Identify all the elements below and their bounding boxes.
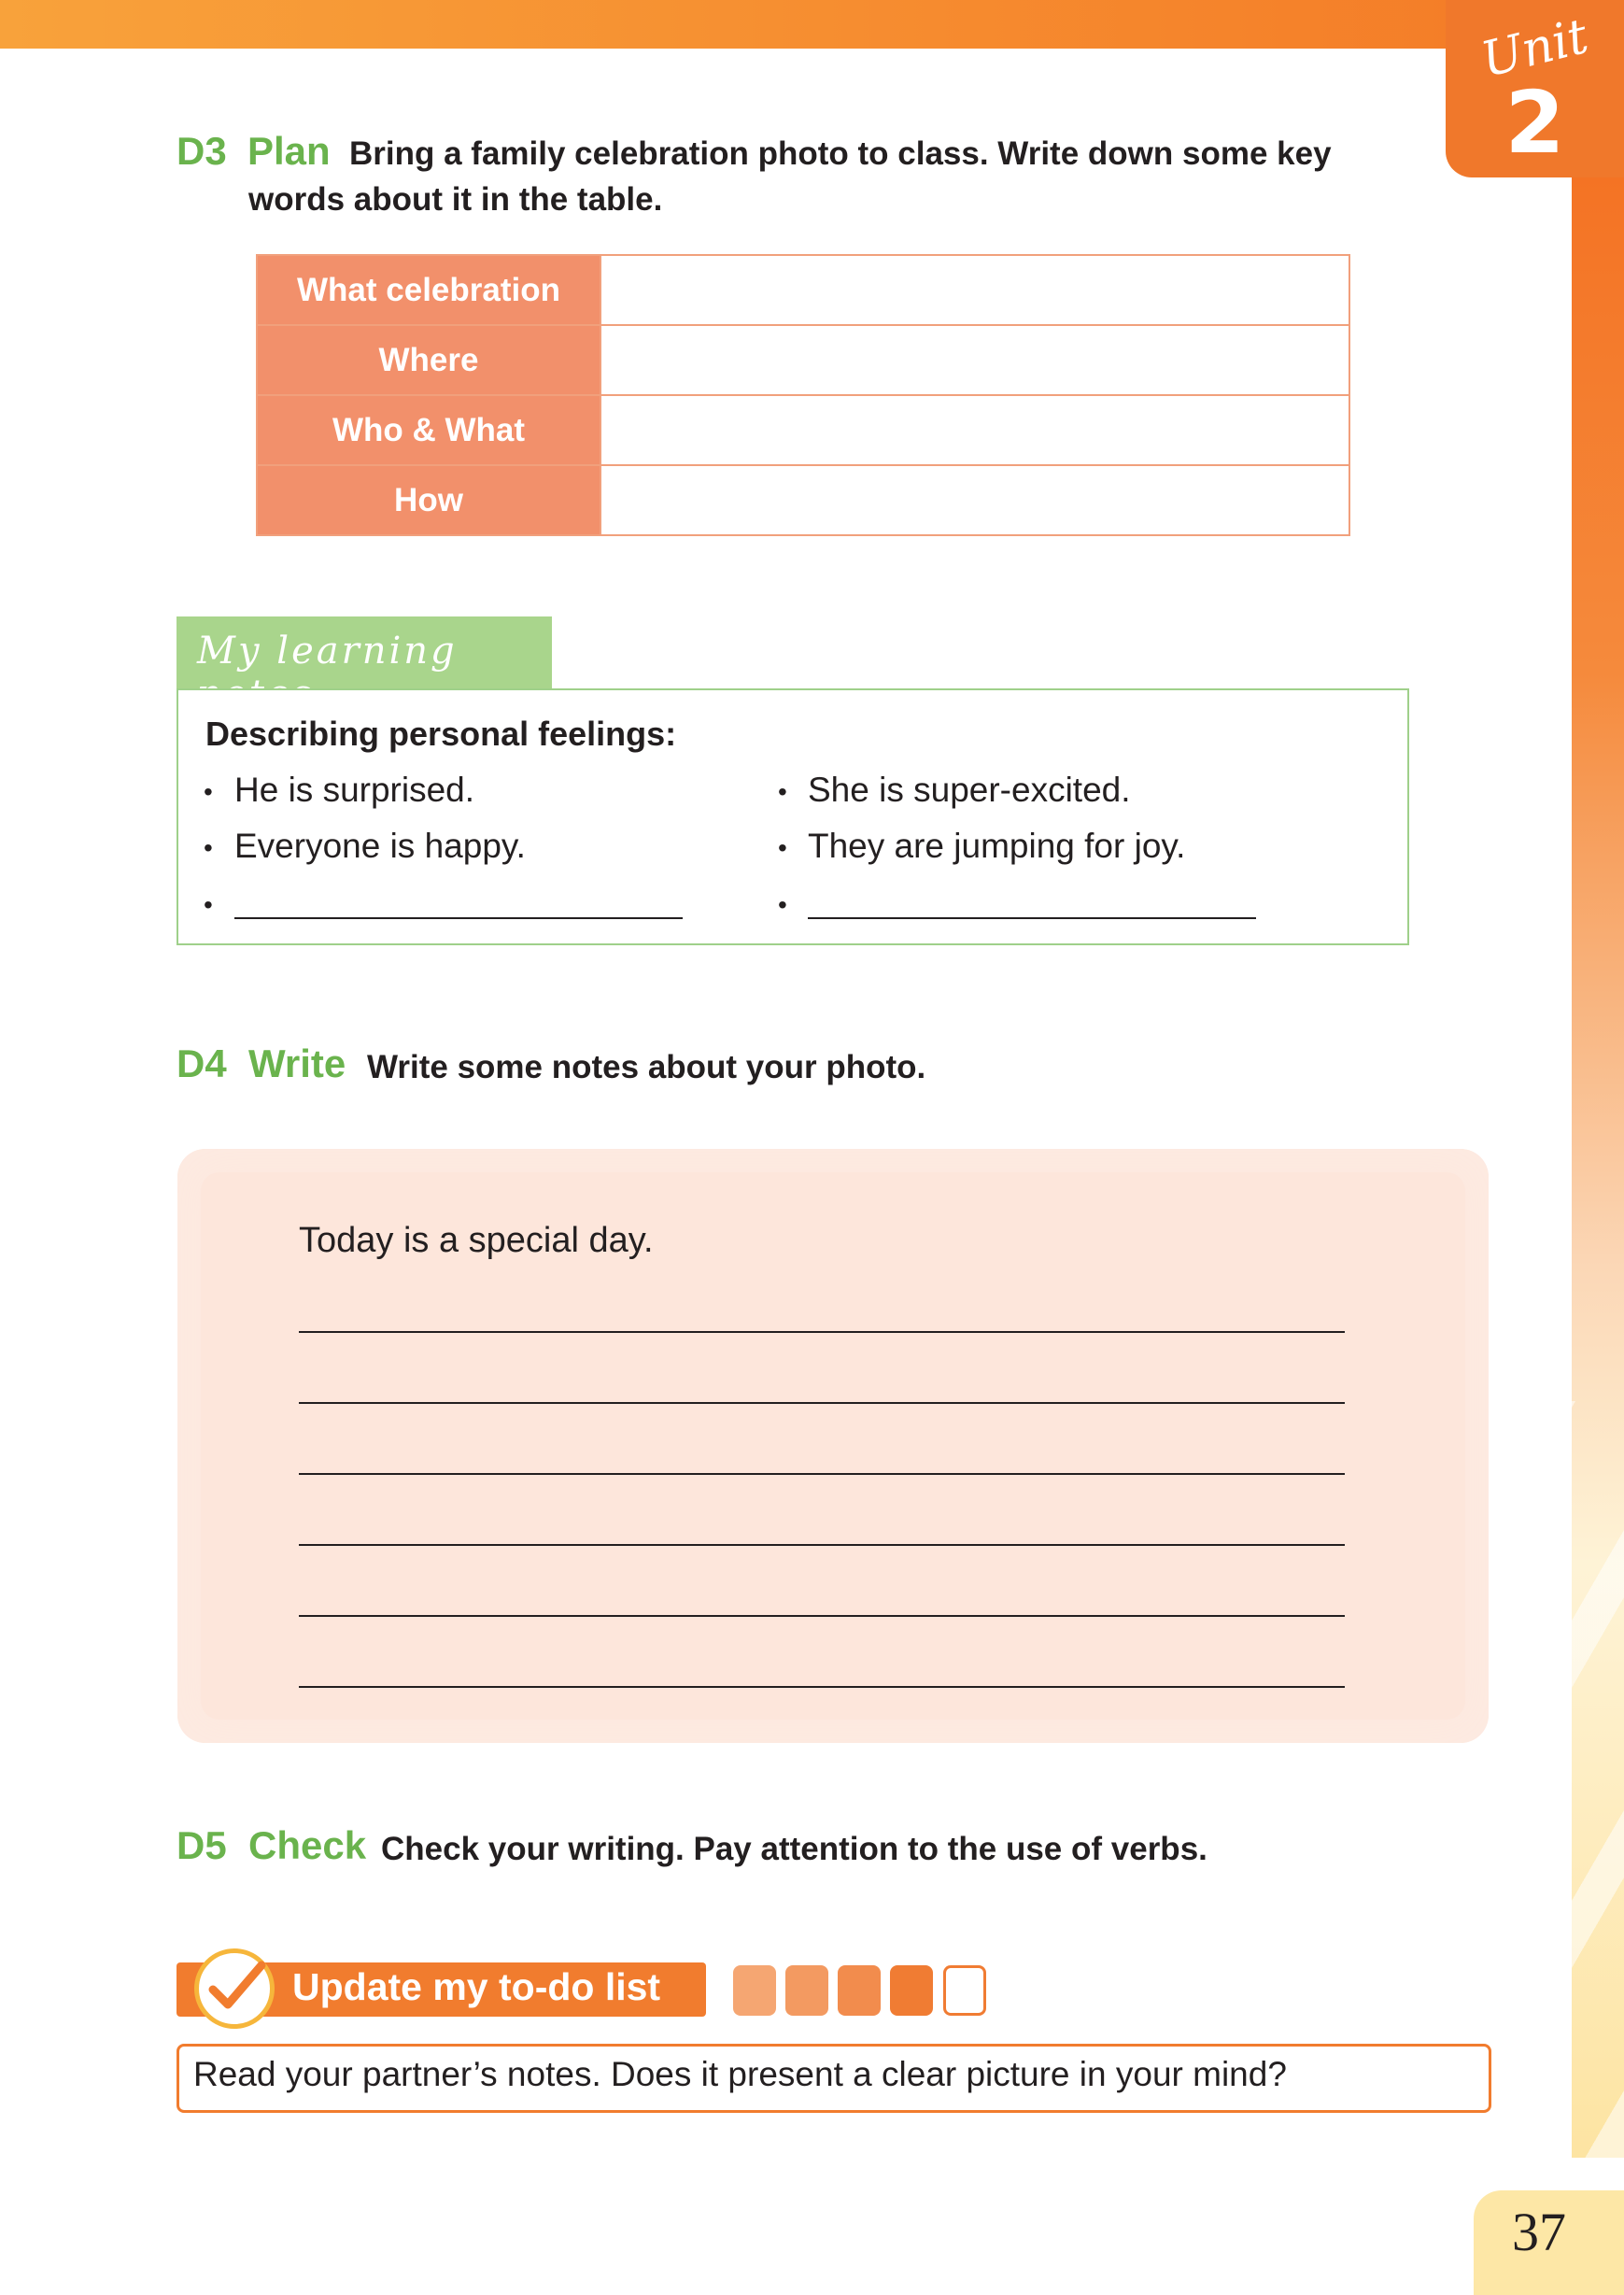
writing-line[interactable] bbox=[299, 1615, 1345, 1617]
progress-square-3 bbox=[838, 1965, 881, 2016]
d3-code: D3 bbox=[177, 129, 227, 173]
bullet-icon: • bbox=[778, 890, 787, 919]
notes-title: Describing personal feelings: bbox=[205, 715, 677, 753]
d5-code: D5 bbox=[177, 1823, 227, 1867]
bullet-icon: • bbox=[778, 833, 787, 862]
d4-code: D4 bbox=[177, 1041, 227, 1085]
todo-prompt: Read your partner’s notes. Does it present a clear picture in your mind? bbox=[193, 2055, 1287, 2093]
row-label: How bbox=[257, 465, 600, 535]
table-row bbox=[257, 325, 1349, 395]
list-item: He is surprised. bbox=[234, 771, 475, 809]
row-input-how[interactable] bbox=[600, 465, 1349, 535]
progress-square-4 bbox=[890, 1965, 933, 2016]
writing-line[interactable] bbox=[299, 1331, 1345, 1333]
side-stripes bbox=[1572, 1401, 1624, 2158]
checkmark-icon bbox=[194, 1948, 275, 2029]
writing-line[interactable] bbox=[299, 1473, 1345, 1475]
d3-heading bbox=[177, 129, 227, 174]
d3-instruction-line2: words about it in the table. bbox=[248, 181, 663, 218]
row-input-where[interactable] bbox=[600, 325, 1349, 395]
d4-title: Write bbox=[248, 1041, 346, 1085]
top-banner bbox=[0, 0, 1624, 49]
d5-title: Check bbox=[248, 1823, 367, 1867]
progress-square-2 bbox=[785, 1965, 828, 2016]
writing-line[interactable] bbox=[299, 1686, 1345, 1688]
d3-title: Plan bbox=[247, 129, 331, 173]
table-row bbox=[257, 465, 1349, 535]
list-item: They are jumping for joy. bbox=[808, 827, 1186, 865]
unit-tab bbox=[1446, 0, 1624, 177]
table-row bbox=[257, 255, 1349, 325]
row-label: What celebration bbox=[257, 255, 600, 325]
row-label: Where bbox=[257, 325, 600, 395]
progress-square-1 bbox=[733, 1965, 776, 2016]
page-number: 37 bbox=[1512, 2202, 1566, 2262]
d5-instruction: Check your writing. Pay attention to the use of verbs. bbox=[381, 1831, 1207, 1867]
bullet-icon: • bbox=[204, 833, 213, 862]
row-input-what-celebration[interactable] bbox=[600, 255, 1349, 325]
writing-line[interactable] bbox=[299, 1402, 1345, 1404]
d3-instruction-line1: Bring a family celebration photo to class. Write down some key bbox=[349, 135, 1332, 172]
d4-instruction: Write some notes about your photo. bbox=[367, 1049, 926, 1085]
learning-notes-tab bbox=[177, 616, 552, 715]
unit-number: 2 bbox=[1504, 73, 1565, 173]
d3-title-wrap bbox=[247, 129, 331, 174]
learning-notes-label: My learning notes bbox=[197, 630, 458, 715]
writing-starter: Today is a special day. bbox=[299, 1221, 654, 1260]
unit-word: Unit bbox=[1476, 7, 1594, 90]
list-item: She is super-excited. bbox=[808, 771, 1131, 809]
notes-blank-right[interactable] bbox=[808, 917, 1256, 919]
row-label: Who & What bbox=[257, 395, 600, 465]
bullet-icon: • bbox=[204, 777, 213, 806]
progress-square-5 bbox=[943, 1965, 986, 2016]
plan-table bbox=[256, 254, 1350, 536]
notes-blank-left[interactable] bbox=[234, 917, 683, 919]
todo-label: Update my to-do list bbox=[292, 1965, 661, 2008]
row-input-who-what[interactable] bbox=[600, 395, 1349, 465]
list-item: Everyone is happy. bbox=[234, 827, 526, 865]
writing-line[interactable] bbox=[299, 1544, 1345, 1546]
table-row bbox=[257, 395, 1349, 465]
bullet-icon: • bbox=[204, 890, 213, 919]
bullet-icon: • bbox=[778, 777, 787, 806]
